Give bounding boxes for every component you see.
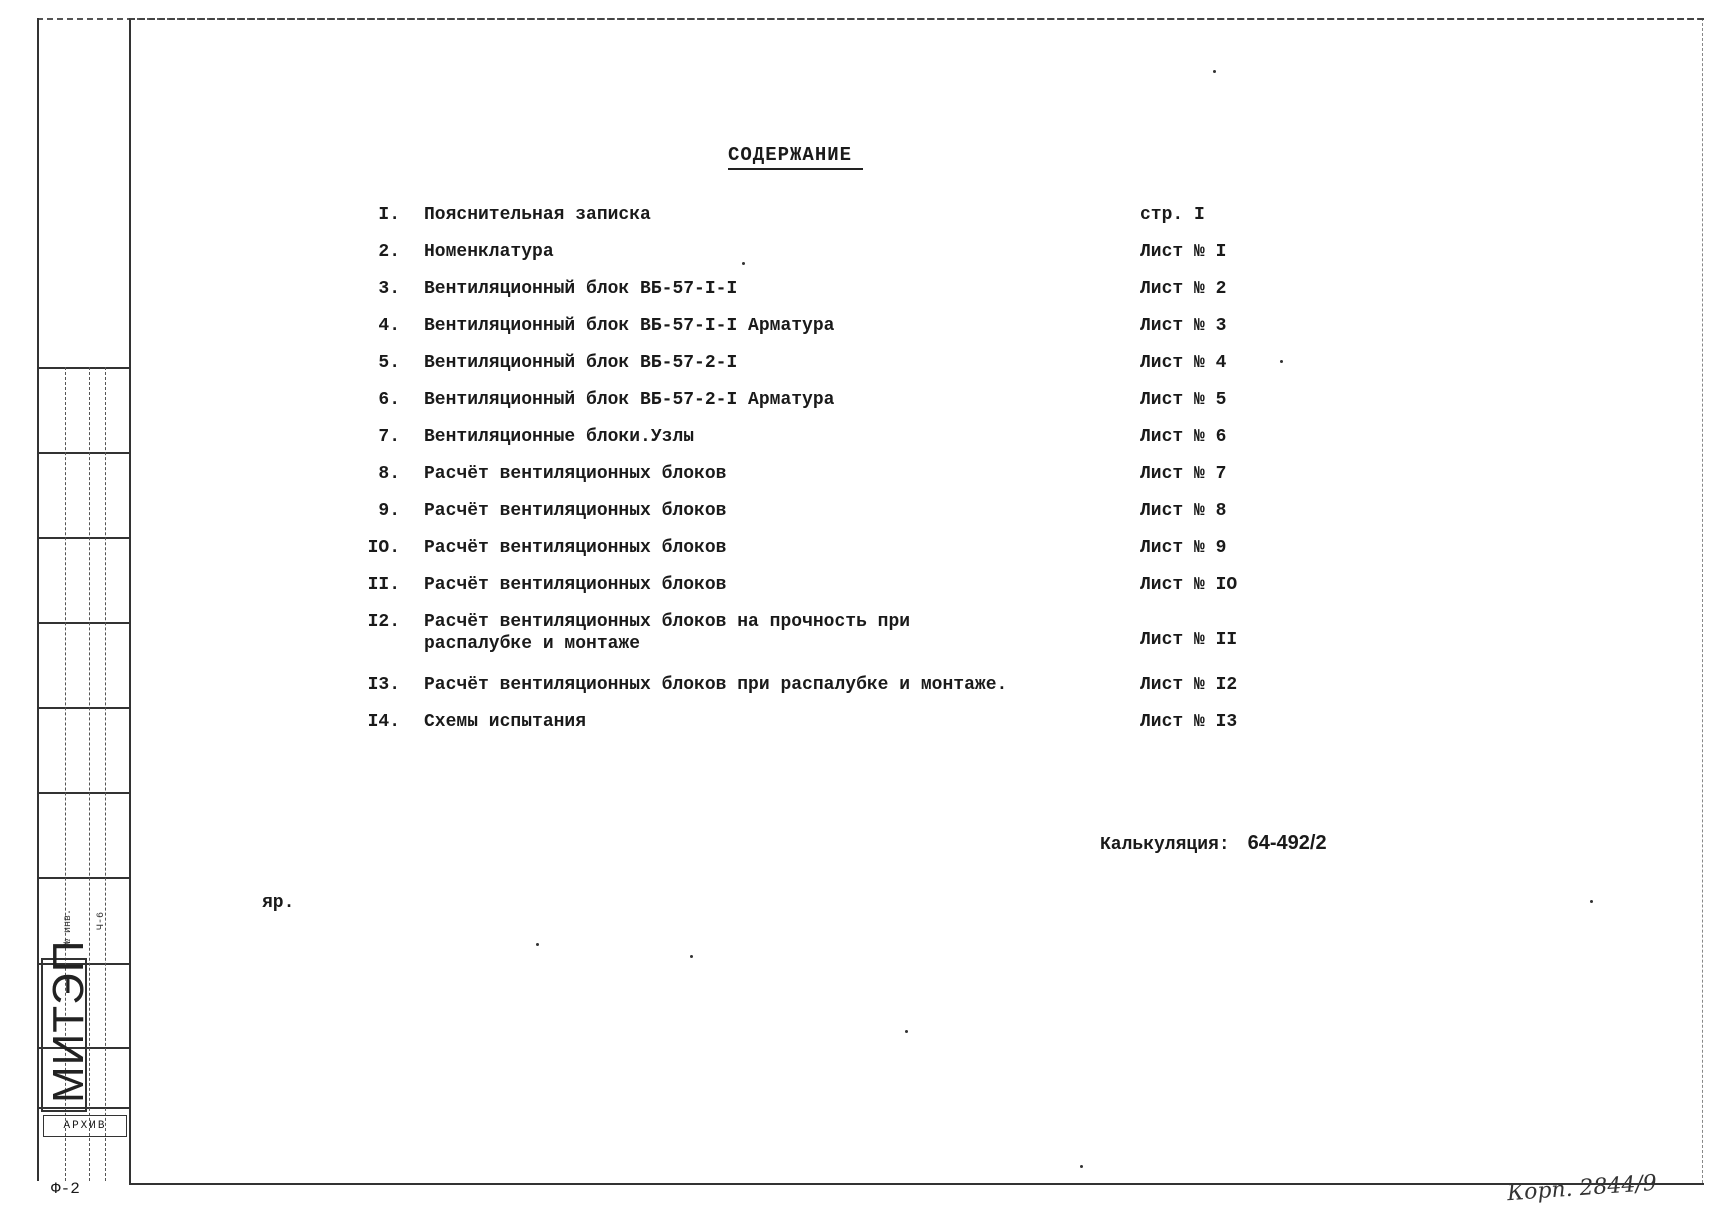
scan-speck: [1080, 1165, 1083, 1168]
toc-title: Расчёт вентиляционных блоков: [424, 538, 727, 558]
toc-row: [360, 426, 1240, 463]
toc-sheet-ref: Лист № IO: [1140, 575, 1238, 595]
organization-seal-text: МИТЭП: [44, 939, 93, 1103]
toc-number: I3.: [367, 675, 400, 695]
toc-number: 3.: [378, 279, 400, 299]
author-initials: яр.: [262, 893, 295, 913]
toc-number: I2.: [367, 612, 400, 632]
toc-title: Расчёт вентиляционных блоков: [424, 575, 727, 595]
calculation-reference: [1100, 832, 1327, 855]
toc-row: [360, 389, 1240, 426]
toc-number: IO.: [367, 538, 400, 558]
toc-number: II.: [367, 575, 400, 595]
toc-row: [360, 352, 1240, 389]
table-of-contents: [360, 204, 1240, 748]
toc-number: 5.: [378, 353, 400, 373]
toc-row: [360, 204, 1240, 241]
toc-title: Расчёт вентиляционных блоков на прочность при распалубке и монтаже: [424, 612, 911, 654]
toc-number: 6.: [378, 390, 400, 410]
toc-title: Номенклатура: [424, 242, 554, 262]
toc-title: Вентиляционные блоки.Узлы: [424, 427, 695, 447]
stamp-tiny-label-2: Ч-6: [96, 911, 107, 930]
archive-label: АРХИВ: [43, 1115, 127, 1137]
toc-sheet-ref: Лист № 9: [1140, 538, 1227, 558]
scan-speck: [1590, 900, 1593, 903]
toc-sheet-ref: Лист № 5: [1140, 390, 1227, 410]
toc-row: [360, 463, 1240, 500]
toc-sheet-ref: Лист № I3: [1140, 712, 1238, 732]
toc-number: 9.: [378, 501, 400, 521]
toc-sheet-ref: Лист № 7: [1140, 464, 1227, 484]
toc-row: [360, 278, 1240, 315]
toc-sheet-ref: Лист № 6: [1140, 427, 1227, 447]
toc-number: 7.: [378, 427, 400, 447]
toc-sheet-ref: Лист № 8: [1140, 501, 1227, 521]
toc-row: [360, 315, 1240, 352]
scan-speck: [742, 262, 745, 265]
scan-speck: [1280, 360, 1283, 363]
stamp-tiny-label-1: № инв.: [63, 908, 74, 945]
toc-sheet-ref: Лист № 4: [1140, 353, 1227, 373]
toc-row: [360, 500, 1240, 537]
toc-number: 2.: [378, 242, 400, 262]
toc-number: 4.: [378, 316, 400, 336]
toc-sheet-ref: Лист № 3: [1140, 316, 1227, 336]
toc-title: Расчёт вентиляционных блоков при распалубке и монтаже.: [424, 675, 1008, 695]
toc-number: 8.: [378, 464, 400, 484]
toc-title: Вентиляционный блок ВБ-57-I-I: [424, 279, 738, 299]
toc-title: Расчёт вентиляционных блоков: [424, 501, 727, 521]
form-code: Ф-2: [51, 1180, 80, 1198]
calculation-value: 64-492/2: [1247, 832, 1327, 854]
toc-title: Вентиляционный блок ВБ-57-2-I: [424, 353, 738, 373]
scan-speck: [690, 955, 693, 958]
toc-sheet-ref: стр. I: [1140, 205, 1205, 225]
toc-title: Вентиляционный блок ВБ-57-2-I Арматура: [424, 390, 835, 410]
toc-title: Пояснительная записка: [424, 205, 651, 225]
toc-number: I.: [378, 205, 400, 225]
toc-number: I4.: [367, 712, 400, 732]
toc-row: [360, 711, 1240, 748]
scan-speck: [536, 943, 539, 946]
toc-sheet-ref: Лист № I: [1140, 242, 1227, 262]
toc-row: [360, 241, 1240, 278]
page-title: СОДЕРЖАНИЕ: [728, 144, 863, 170]
toc-row: [360, 674, 1240, 711]
scan-speck: [905, 1030, 908, 1033]
toc-sheet-ref: Лист № 2: [1140, 279, 1227, 299]
toc-sheet-ref: Лист № II: [1140, 630, 1238, 650]
toc-row: [360, 574, 1240, 611]
toc-row: [360, 611, 1240, 674]
calculation-label: Калькуляция:: [1100, 835, 1230, 855]
toc-title: Схемы испытания: [424, 712, 587, 732]
toc-sheet-ref: Лист № I2: [1140, 675, 1238, 695]
handwritten-note: Корп. 2844/9: [1506, 1170, 1658, 1206]
toc-title: Вентиляционный блок ВБ-57-I-I Арматура: [424, 316, 835, 336]
scan-speck: [1213, 70, 1216, 73]
toc-row: [360, 537, 1240, 574]
toc-title: Расчёт вентиляционных блоков: [424, 464, 727, 484]
